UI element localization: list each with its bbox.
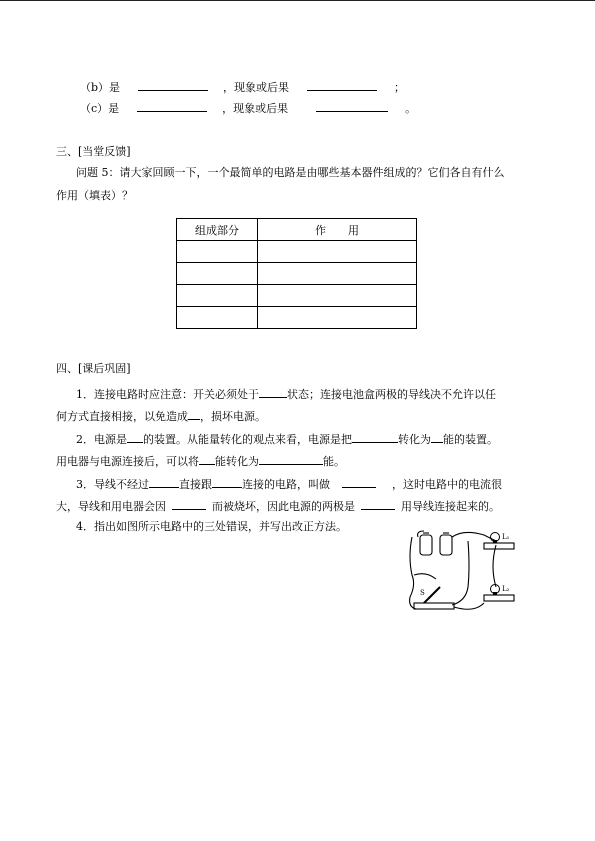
line-c-end: 。 <box>405 102 417 115</box>
lamp-holder-1 <box>484 543 514 549</box>
q3-line-1 <box>76 476 502 492</box>
q4-line: 4．指出如图所示电路中的三处错误，并写出改正方法。 <box>76 520 347 533</box>
table-row <box>177 241 417 263</box>
q2-text-f: 能转化为 <box>215 455 259 468</box>
q3-text-b: 直接跟 <box>179 478 212 491</box>
q3-text-g: 用导线连接起来的。 <box>401 500 500 513</box>
q2-blank-1[interactable] <box>127 431 143 443</box>
page-top-border <box>0 0 595 1</box>
battery-cell-1 <box>420 535 432 555</box>
q1-text-d: ，损坏电源。 <box>200 410 266 423</box>
question-5-line-2: 作用（填表）？ <box>56 189 133 202</box>
q2-blank-4[interactable] <box>199 453 215 465</box>
line-c <box>80 100 416 116</box>
q2-line-1 <box>76 431 498 447</box>
table-cell[interactable] <box>258 241 417 263</box>
q3-text-c: 连接的电路，叫做 <box>242 478 330 491</box>
q2-text-e: 用电器与电源连接后，可以将 <box>56 455 199 468</box>
q3-blank-2[interactable] <box>212 476 242 488</box>
blank-b-2[interactable] <box>307 79 377 91</box>
q2-text-d: 能的装置。 <box>443 433 498 446</box>
table-cell[interactable] <box>177 285 258 307</box>
q2-blank-2[interactable] <box>352 431 398 443</box>
q1-line-2 <box>56 408 266 424</box>
q2-blank-5[interactable] <box>259 453 323 465</box>
table-row <box>177 285 417 307</box>
q3-text-d: ，这时电路中的电流很 <box>392 478 502 491</box>
q2-text-a: 2．电源是 <box>76 433 127 446</box>
q1-text-a: 1．连接电路时应注意：开关必须处于 <box>76 388 259 401</box>
q2-text-c: 转化为 <box>398 433 431 446</box>
label-s: S <box>420 589 425 597</box>
q2-text-b: 的装置。从能量转化的观点来看，电源是把 <box>143 433 352 446</box>
q1-blank-1[interactable] <box>259 386 287 398</box>
question-5-line-1: 问题 5：请大家回顾一下，一个最简单的电路是由哪些基本器件组成的？它们各自有什么 <box>76 166 505 179</box>
q3-text-e: 大，导线和用电器会因 <box>56 500 166 513</box>
section-4-title: 四、[课后巩固] <box>56 362 131 375</box>
blank-c-1[interactable] <box>137 100 207 112</box>
q3-blank-4[interactable] <box>172 498 206 510</box>
table-row <box>177 307 417 329</box>
table-cell[interactable] <box>177 241 258 263</box>
table-header-function: 作 用 <box>258 219 417 241</box>
q3-blank-3[interactable] <box>342 476 376 488</box>
wire-middle <box>452 541 469 605</box>
table-header-component: 组成部分 <box>177 219 258 241</box>
line-b-end: ； <box>394 81 406 94</box>
q3-blank-5[interactable] <box>361 498 395 510</box>
switch-lever <box>424 587 440 603</box>
q3-line-2 <box>56 498 500 514</box>
component-table <box>176 218 417 329</box>
line-c-label: （c）是 <box>80 102 120 115</box>
q3-text-a: 3．导线不经过 <box>76 478 149 491</box>
wire-top <box>452 532 496 541</box>
section-3-title: 三、[当堂反馈] <box>56 145 131 158</box>
line-c-mid: ，现象或后果 <box>222 102 289 115</box>
table-cell[interactable] <box>177 307 258 329</box>
wire-right <box>493 545 496 587</box>
battery-cell-2 <box>440 535 452 555</box>
table-cell[interactable] <box>258 285 417 307</box>
label-l1: L₁ <box>502 533 510 541</box>
q2-line-2 <box>56 453 345 469</box>
blank-c-2[interactable] <box>316 100 388 112</box>
q1-text-c: 何方式直接相接，以免造成 <box>56 410 188 423</box>
switch-base <box>414 603 454 609</box>
table-cell[interactable] <box>258 307 417 329</box>
q1-blank-2[interactable] <box>188 408 200 420</box>
q2-text-g: 能。 <box>323 455 345 468</box>
q3-blank-1[interactable] <box>149 476 179 488</box>
label-l2: L₂ <box>502 585 510 593</box>
blank-b-1[interactable] <box>138 79 208 91</box>
lamp-holder-2 <box>484 595 514 601</box>
q3-text-f: 而被烧坏，因此电源的两极是 <box>212 500 355 513</box>
line-b <box>80 79 405 95</box>
circuit-diagram <box>404 527 524 619</box>
line-b-mid: ，现象或后果 <box>223 81 290 94</box>
table-header-row <box>177 219 417 241</box>
table-row <box>177 263 417 285</box>
wire-left <box>410 537 416 609</box>
lamp-1-icon <box>491 533 500 544</box>
table-cell[interactable] <box>258 263 417 285</box>
q1-line-1 <box>76 386 496 402</box>
q1-text-b: 状态；连接电池盒两极的导线决不允许以任 <box>287 388 496 401</box>
q2-blank-3[interactable] <box>431 431 443 443</box>
table-cell[interactable] <box>177 263 258 285</box>
line-b-label: （b）是 <box>80 81 121 94</box>
lamp-2-icon <box>491 585 500 596</box>
